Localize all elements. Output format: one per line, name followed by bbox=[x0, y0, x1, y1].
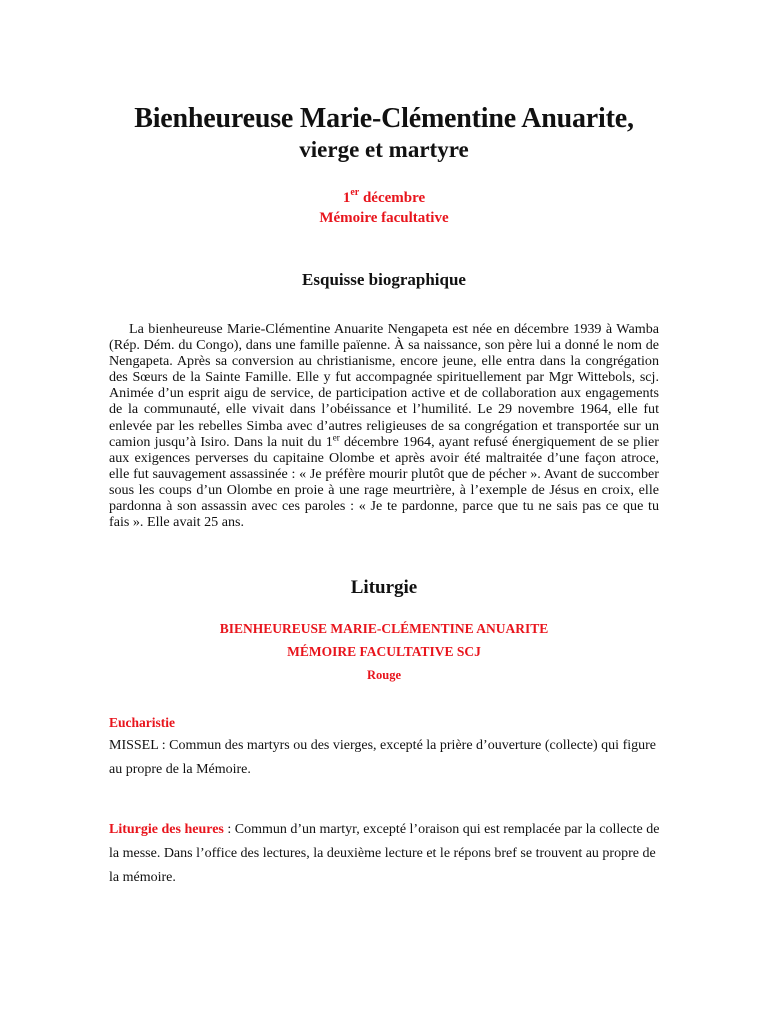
bio-heading: Esquisse biographique bbox=[302, 270, 466, 289]
liturgie-heures-text: : Commun d’un martyr, excepté l’oraison qui est remplacée par la collecte de la messe. Dans l’office des lectures, la deuxième lecture et le répons bref se trouvent au propre de la mémoire. bbox=[109, 822, 660, 885]
memoire-rank: Mémoire facultative bbox=[319, 210, 449, 226]
bio-sup: er bbox=[332, 431, 340, 442]
eucharistie-label: Eucharistie bbox=[109, 715, 175, 730]
liturgie-red-title: BIENHEUREUSE MARIE-CLÉMENTINE ANUARITE bbox=[219, 621, 549, 636]
date-month: décembre bbox=[359, 190, 426, 206]
liturgie-red-rank: MÉMOIRE FACULTATIVE SCJ bbox=[287, 644, 481, 659]
liturgical-color: Rouge bbox=[366, 668, 402, 682]
bio-paragraph bbox=[109, 321, 659, 530]
bio-text-part2: décembre 1964, ayant refusé énergiquement de se plier aux exigences perverses du capitaine Olombe et après avoir été maltraitée d’une façon atroce, elle fut sauvagement assassinée : « Je préfère mourir plutôt que de pécher ». Avant de succomber sous les coups d’un Olombe en proie à une rage meurtrière, à l’exemple de Jésus en croix, elle pardonna à son assassin avec ces paroles : « Je te pardonne, parce que tu ne sais pas ce que tu fais ». Elle avait 25 ans. bbox=[109, 433, 659, 531]
liturgie-heures-paragraph bbox=[109, 818, 661, 890]
date-suffix: er bbox=[350, 187, 360, 198]
date-day: 1 bbox=[342, 190, 351, 206]
liturgie-heures-label: Liturgie des heures bbox=[109, 822, 224, 837]
document-subtitle: vierge et martyre bbox=[299, 137, 469, 162]
liturgie-heading: Liturgie bbox=[350, 577, 418, 598]
document-title: Bienheureuse Marie-Clémentine Anuarite, bbox=[134, 103, 634, 134]
eucharistie-text: MISSEL : Commun des martyrs ou des vierges, excepté la prière d’ouverture (collecte) qui figure au propre de la Mémoire. bbox=[109, 738, 656, 777]
bio-text-part1: La bienheureuse Marie-Clémentine Anuarite Nengapeta est née en décembre 1939 à Wamba (Rép. Dém. du Congo), dans une famille païenne. À sa naissance, son père lui a donné le nom de Nengapeta. Après sa conversion au christianisme, encore jeune, elle entra dans la congrégation des Sœurs de la Sainte Famille. Elle y fut accompagnée spirituellement par Mgr Wittebols, scj. Animée d’un esprit aigu de service, de participation active et de collaboration aux engagements de la communauté, elle vivait dans l’obéissance et l’humilité. Le 29 novembre 1964, elle fut enlevée par les rebelles Simba avec d’autres religieuses de sa congrégation et transportée sur un camion jusqu’à Isiro. Dans la nuit du 1 bbox=[109, 321, 659, 450]
feast-date bbox=[0, 187, 768, 207]
